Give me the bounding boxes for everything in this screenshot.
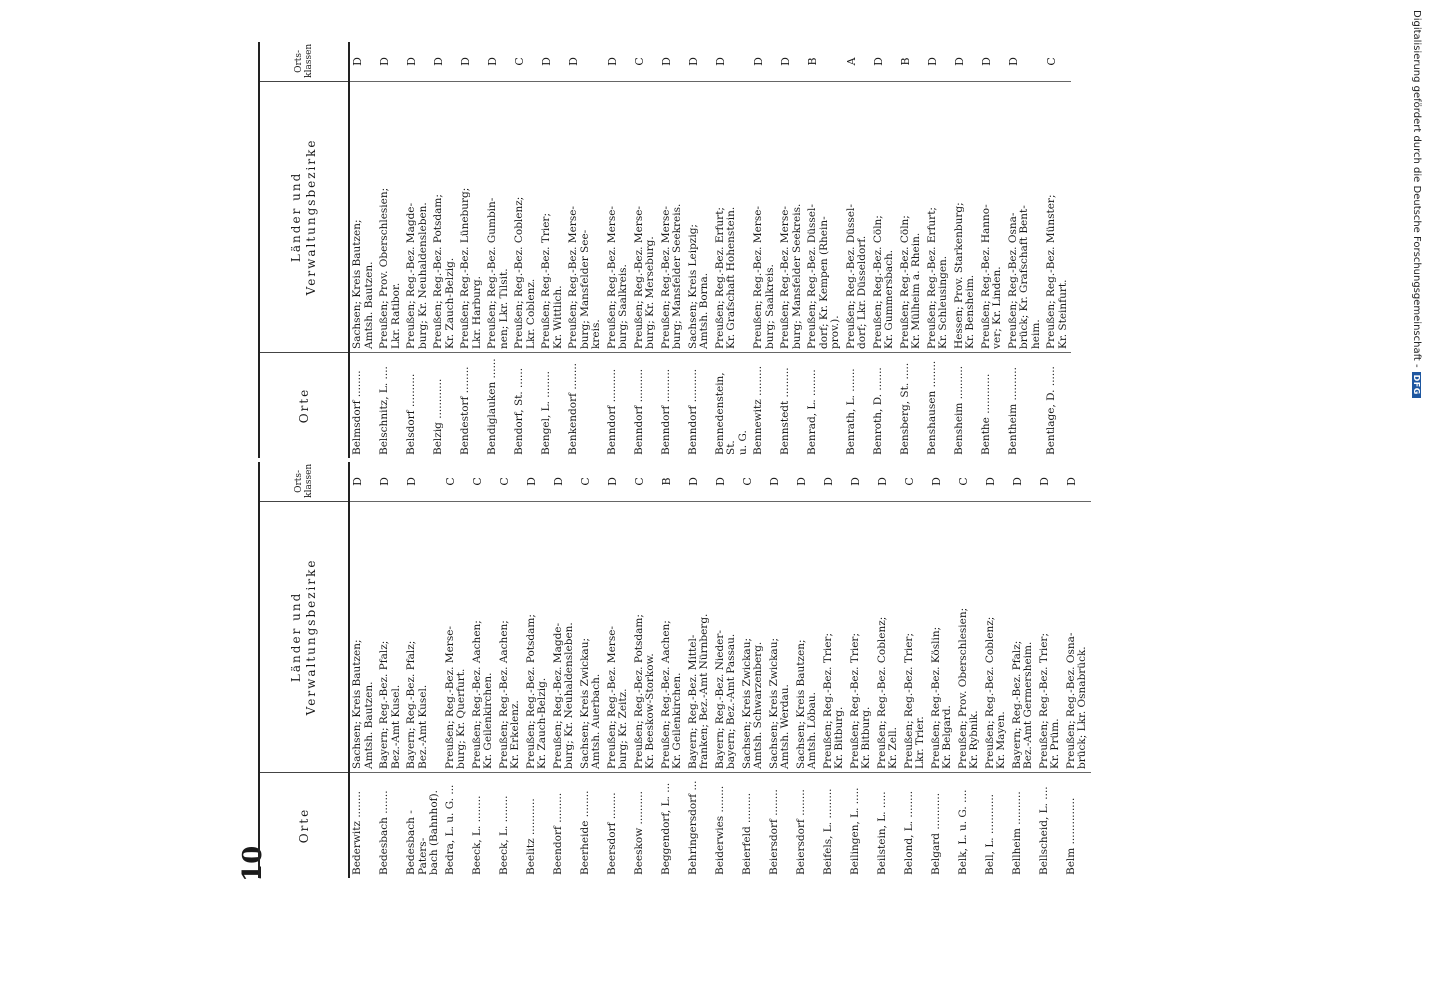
table-row bbox=[605, 42, 632, 458]
region-cell: Preußen; Reg.-Bez. Cöln; Kr. Gummersbach. bbox=[871, 81, 898, 352]
table-row bbox=[524, 462, 551, 878]
table-row bbox=[686, 42, 713, 458]
place-cell: Beifels, L. ......... bbox=[821, 788, 834, 875]
class-cell: A bbox=[844, 42, 871, 81]
class-cell: C bbox=[512, 42, 539, 81]
table-row bbox=[349, 42, 377, 458]
class-cell: D bbox=[848, 462, 875, 501]
table-row bbox=[1010, 462, 1037, 878]
region-cell: Preußen; Reg.-Bez. Trier; Kr. Bitburg. bbox=[821, 501, 848, 772]
region-cell: Preußen; Reg.-Bez. Lüneburg; Lkr. Harburg. bbox=[458, 81, 485, 352]
table-row bbox=[821, 462, 848, 878]
table-row bbox=[929, 462, 956, 878]
region-cell: Preußen; Reg.-Bez. Münster; Kr. Steinfurt. bbox=[1044, 81, 1071, 352]
place-cell: Benroth, D. ....... bbox=[871, 367, 884, 455]
place-cell: Bellscheid, L. .... bbox=[1037, 786, 1050, 875]
table-row bbox=[404, 462, 443, 878]
place-cell: Benndorf .......... bbox=[686, 368, 699, 455]
region-cell: Hessen; Prov. Starkenburg; Kr. Bensheim. bbox=[952, 81, 979, 352]
table-row bbox=[713, 42, 752, 458]
place-cell: Belmsdorf ........ bbox=[351, 370, 363, 455]
header-class: Orts- klassen bbox=[259, 462, 349, 501]
place-cell: Bentlage, D. ...... bbox=[1045, 366, 1057, 455]
region-cell: Preußen; Reg.-Bez. Magde- burg; Kr. Neuhaldensleben. bbox=[404, 81, 431, 352]
digitization-note-text: Digitalisierung gefördert durch die Deutsche Forschungsgemeinschaft - bbox=[1411, 10, 1422, 368]
place-cell: Bederwitz ........ bbox=[351, 790, 363, 875]
region-cell: Sachsen; Kreis Bautzen; Amtsh. Löbau. bbox=[794, 501, 821, 772]
class-cell: B bbox=[805, 42, 844, 81]
region-cell: Preußen; Reg.-Bez. Merse- burg; Mansfelder Seekreis. bbox=[659, 81, 686, 352]
table-row bbox=[443, 462, 470, 878]
region-cell: Preußen; Reg.-Bez. Cöln; Kr. Mülheim a. Rhein. bbox=[898, 81, 925, 352]
region-cell: Preußen; Reg.-Bez. Osna- brück; Kr. Grafschaft Bent- heim. bbox=[1006, 81, 1045, 352]
region-cell: Preußen; Prov. Oberschlesien; Lkr. Ratibor. bbox=[377, 81, 404, 352]
region-cell: Preußen; Reg.-Bez. Merse- burg; Saalkreis. bbox=[605, 81, 632, 352]
region-cell: Preußen; Reg.-Bez. Merse- burg; Kr. Querfurt. bbox=[443, 501, 470, 772]
table-row bbox=[979, 42, 1006, 458]
table-row bbox=[848, 462, 875, 878]
region-cell: Sachsen; Kreis Leipzig; Amtsh. Borna. bbox=[686, 81, 713, 352]
table-row bbox=[875, 462, 902, 878]
class-cell: D bbox=[458, 42, 485, 81]
table-row bbox=[902, 462, 929, 878]
place-cell: Bensberg, St. ..... bbox=[898, 362, 911, 455]
place-cell: Beiderwies ........ bbox=[713, 785, 726, 875]
dfg-logo: DFG bbox=[1412, 372, 1421, 398]
place-cell: Bedesbach ....... bbox=[378, 790, 390, 875]
place-cell: Benndorf .......... bbox=[605, 368, 618, 455]
region-cell: Preußen; Reg.-Bez. Aachen; Kr. Geilenkirchen. bbox=[470, 501, 497, 772]
region-cell: Preußen; Reg.-Bez. Trier; Lkr. Trier. bbox=[902, 501, 929, 772]
region-cell: Preußen; Reg.-Bez. Potsdam; Kr. Zauch-Belzig. bbox=[431, 81, 458, 352]
class-cell: D bbox=[925, 42, 952, 81]
place-cell: Belschnitz, L. .... bbox=[378, 366, 390, 455]
class-cell: D bbox=[713, 462, 740, 501]
region-cell: Preußen; Reg.-Bez. Osna- brück; Lkr. Osnabrück. bbox=[1064, 501, 1091, 772]
place-cell: Beiersdorf ........ bbox=[767, 789, 780, 875]
place-cell: Beilstein, L. ..... bbox=[875, 791, 888, 875]
region-cell: Preußen; Reg.-Bez. Coblenz; Lkr. Coblenz. bbox=[512, 81, 539, 352]
place-cell: Belgard ........... bbox=[929, 792, 942, 875]
table-row bbox=[740, 462, 767, 878]
table-row bbox=[349, 462, 377, 878]
region-cell: Preußen; Reg.-Bez. Trier; Kr. Wittlich. bbox=[539, 81, 566, 352]
place-cell: Benshausen ........ bbox=[925, 360, 938, 455]
table-row bbox=[551, 462, 578, 878]
table-right bbox=[258, 42, 1173, 458]
region-cell: Preußen; Reg.-Bez. Aachen; Kr. Erkelenz. bbox=[497, 501, 524, 772]
class-cell: D bbox=[686, 42, 713, 81]
header-region: Länder und Verwaltungsbezirke bbox=[259, 501, 349, 772]
region-cell: Preußen; Reg.-Bez. Coblenz; Kr. Mayen. bbox=[983, 501, 1010, 772]
table-row bbox=[377, 462, 404, 878]
directory-table-right bbox=[258, 42, 1071, 458]
table-row bbox=[659, 42, 686, 458]
place-cell: Bellheim .......... bbox=[1010, 791, 1023, 875]
region-cell: Bayern; Reg.-Bez. Pfalz; Bez.-Amt Kusel. bbox=[377, 501, 404, 772]
place-cell: Beilingen, L. ..... bbox=[848, 787, 861, 875]
table-row bbox=[659, 462, 686, 878]
place-cell: Beierfeld ......... bbox=[740, 792, 753, 875]
class-cell: C bbox=[470, 462, 497, 501]
place-cell: Beersdorf ........ bbox=[605, 792, 618, 875]
region-cell: Preußen; Reg.-Bez. Gumbin- nen; Lkr. Tilsit. bbox=[485, 81, 512, 352]
class-cell: D bbox=[751, 42, 778, 81]
table-row bbox=[470, 462, 497, 878]
place-cell: Bennstedt ......... bbox=[779, 367, 791, 455]
table-row bbox=[925, 42, 952, 458]
class-cell: D bbox=[524, 462, 551, 501]
table-header bbox=[259, 462, 349, 878]
region-cell: Preußen; Reg.-Bez. Potsdam; Kr. Zauch-Belzig. bbox=[524, 501, 551, 772]
table-row bbox=[578, 462, 605, 878]
class-cell: D bbox=[566, 42, 605, 81]
header-region: Länder und Verwaltungsbezirke bbox=[259, 81, 349, 352]
class-cell: D bbox=[605, 462, 632, 501]
table-row bbox=[632, 462, 659, 878]
region-cell: Preußen; Reg.-Bez. Aachen; Kr. Geilenkirchen. bbox=[659, 501, 686, 772]
class-cell: C bbox=[443, 462, 470, 501]
place-cell: Bendestorf ........ bbox=[459, 366, 471, 455]
region-cell: Sachsen; Kreis Zwickau; Amtsh. Schwarzenberg. bbox=[740, 501, 767, 772]
class-cell: C bbox=[902, 462, 929, 501]
table-row bbox=[1037, 462, 1064, 878]
class-cell: D bbox=[551, 462, 578, 501]
table-row bbox=[1064, 462, 1091, 878]
table-row bbox=[458, 42, 485, 458]
region-cell: Preußen; Reg.-Bez. Merse- burg; Mansfelder See- kreis. bbox=[566, 81, 605, 352]
class-cell: D bbox=[778, 42, 805, 81]
scanned-page bbox=[238, 43, 1198, 1000]
place-cell: Belm .............. bbox=[1064, 797, 1077, 875]
table-left bbox=[258, 462, 1173, 878]
class-cell: D bbox=[404, 42, 431, 81]
region-cell: Preußen; Reg.-Bez. Trier; Kr. Bitburg. bbox=[848, 501, 875, 772]
digitization-note bbox=[1411, 10, 1422, 395]
place-cell: Bennewitz ......... bbox=[752, 365, 764, 455]
table-row bbox=[539, 42, 566, 458]
class-cell: D bbox=[1064, 462, 1091, 501]
table-row bbox=[566, 42, 605, 458]
directory-table-left bbox=[258, 462, 1091, 878]
class-cell: C bbox=[740, 462, 767, 501]
region-cell: Preußen; Reg.-Bez. Erfurt; Kr. Grafschaft Hohenstein. bbox=[713, 81, 752, 352]
class-cell: C bbox=[497, 462, 524, 501]
table-row bbox=[767, 462, 794, 878]
place-cell: Bell, L. ............ bbox=[983, 793, 996, 875]
class-cell: D bbox=[983, 462, 1010, 501]
region-cell: Preußen; Reg.-Bez. Trier; Kr. Prüm. bbox=[1037, 501, 1064, 772]
table-row bbox=[497, 462, 524, 878]
place-cell: Bentheim .......... bbox=[1006, 367, 1019, 455]
class-cell: D bbox=[1037, 462, 1064, 501]
table-row bbox=[512, 42, 539, 458]
class-cell: D bbox=[377, 42, 404, 81]
table-row bbox=[485, 42, 512, 458]
place-cell: Bensheim .......... bbox=[952, 365, 965, 455]
place-cell: Benrad, L. ........ bbox=[806, 369, 818, 455]
class-cell: D bbox=[377, 462, 404, 501]
place-cell: Belond, L. ........ bbox=[902, 790, 915, 875]
class-cell: B bbox=[898, 42, 925, 81]
place-cell: Bendiglauken ...... bbox=[486, 358, 498, 455]
class-cell: C bbox=[578, 462, 605, 501]
table-row bbox=[898, 42, 925, 458]
class-cell: D bbox=[1010, 462, 1037, 501]
place-cell: Bedra, L. u. G. ... bbox=[443, 784, 456, 875]
class-cell: D bbox=[349, 462, 377, 501]
class-cell: D bbox=[539, 42, 566, 81]
place-cell: Beendorf ......... bbox=[551, 792, 564, 875]
place-cell: Benndorf .......... bbox=[632, 368, 645, 455]
region-cell: Preußen; Reg.-Bez. Merse- burg; Mansfelder Seekreis. bbox=[778, 81, 805, 352]
table-header bbox=[259, 42, 349, 458]
place-cell: Bedesbach - Paters- bach (Bahnhof). bbox=[405, 790, 440, 875]
region-cell: Bayern; Reg.-Bez. Pfalz; Bez.-Amt Kusel. bbox=[404, 501, 443, 772]
place-cell: Bengel, L. ........ bbox=[540, 370, 552, 455]
table-row bbox=[605, 462, 632, 878]
class-cell: D bbox=[605, 42, 632, 81]
class-cell: C bbox=[956, 462, 983, 501]
class-cell: C bbox=[1044, 42, 1071, 81]
table-row bbox=[956, 462, 983, 878]
region-cell: Preußen; Prov. Oberschlesien; Kr. Rybnik. bbox=[956, 501, 983, 772]
class-cell: D bbox=[349, 42, 377, 81]
region-cell: Preußen; Reg.-Bez. Köslin; Kr. Belgard. bbox=[929, 501, 956, 772]
region-cell: Preußen; Reg.-Bez. Erfurt; Kr. Schleusingen. bbox=[925, 81, 952, 352]
class-cell: D bbox=[979, 42, 1006, 81]
class-cell: D bbox=[404, 462, 443, 501]
region-cell: Preußen; Reg.-Bez. Düssel- dorf; Lkr. Düsseldorf. bbox=[844, 81, 871, 352]
place-cell: Benthe ............ bbox=[979, 373, 992, 455]
place-cell: Behringersdorf ... bbox=[686, 780, 699, 875]
header-place: Orte bbox=[259, 352, 349, 458]
region-cell: Bayern; Reg.-Bez. Mittel- franken; Bez.-Amt Nürnberg. bbox=[686, 501, 713, 772]
region-cell: Preußen; Reg.-Bez. Düssel- dorf; Kr. Kempen (Rhein- prov.). bbox=[805, 81, 844, 352]
class-cell: C bbox=[632, 462, 659, 501]
region-cell: Sachsen; Kreis Zwickau; Amtsh. Auerbach. bbox=[578, 501, 605, 772]
table-row bbox=[952, 42, 979, 458]
header-place: Orte bbox=[259, 772, 349, 878]
class-cell: D bbox=[659, 42, 686, 81]
class-cell: D bbox=[431, 42, 458, 81]
place-cell: Belk, L. u. G. .... bbox=[956, 789, 969, 875]
table-row bbox=[1006, 42, 1045, 458]
table-row bbox=[778, 42, 805, 458]
table-row bbox=[805, 42, 844, 458]
page-number: 10 bbox=[238, 845, 268, 882]
class-cell: D bbox=[485, 42, 512, 81]
class-cell: D bbox=[952, 42, 979, 81]
class-cell: D bbox=[821, 462, 848, 501]
table-row bbox=[794, 462, 821, 878]
region-cell: Preußen; Reg.-Bez. Merse- burg; Saalkreis. bbox=[751, 81, 778, 352]
table-row bbox=[377, 42, 404, 458]
class-cell: D bbox=[875, 462, 902, 501]
place-cell: Benndorf .......... bbox=[659, 368, 672, 455]
place-cell: Beeck, L. ........ bbox=[470, 795, 483, 875]
class-cell: C bbox=[632, 42, 659, 81]
class-cell: B bbox=[659, 462, 686, 501]
class-cell: D bbox=[767, 462, 794, 501]
class-cell: D bbox=[794, 462, 821, 501]
place-cell: Beggendorf, L. ... bbox=[659, 782, 672, 875]
table-row bbox=[983, 462, 1010, 878]
table-row bbox=[713, 462, 740, 878]
table-row bbox=[751, 42, 778, 458]
region-cell: Preußen; Reg.-Bez. Coblenz; Kr. Zell. bbox=[875, 501, 902, 772]
place-cell: Bennedenstein, St. u. G. bbox=[713, 372, 749, 455]
place-cell: Beiersdorf ........ bbox=[794, 789, 807, 875]
table-row bbox=[686, 462, 713, 878]
place-cell: Benrath, L. ....... bbox=[844, 368, 857, 455]
place-cell: Beerheide ........ bbox=[578, 790, 591, 875]
class-cell: D bbox=[686, 462, 713, 501]
table-row bbox=[632, 42, 659, 458]
place-cell: Belsdorf .......... bbox=[405, 373, 417, 455]
table-row bbox=[1044, 42, 1071, 458]
class-cell: D bbox=[713, 42, 752, 81]
place-cell: Benkendorf ........ bbox=[567, 362, 579, 455]
region-cell: Sachsen; Kreis Bautzen; Amtsh. Bautzen. bbox=[349, 81, 377, 352]
region-cell: Preußen; Reg.-Bez. Potsdam; Kr. Beeskow-Storkow. bbox=[632, 501, 659, 772]
place-cell: Beelitz ........... bbox=[524, 798, 537, 875]
table-row bbox=[871, 42, 898, 458]
region-cell: Preußen; Reg.-Bez. Hanno- ver; Kr. Linden. bbox=[979, 81, 1006, 352]
table-row bbox=[844, 42, 871, 458]
region-cell: Preußen; Reg.-Bez. Merse- burg; Kr. Merseburg. bbox=[632, 81, 659, 352]
class-cell: D bbox=[929, 462, 956, 501]
class-cell: D bbox=[871, 42, 898, 81]
class-cell: D bbox=[1006, 42, 1045, 81]
place-cell: Beeskow .......... bbox=[632, 791, 645, 875]
table-row bbox=[404, 42, 431, 458]
region-cell: Sachsen; Kreis Zwickau; Amtsh. Werdau. bbox=[767, 501, 794, 772]
place-cell: Beeck, L. ........ bbox=[497, 795, 510, 875]
region-cell: Preußen; Reg.-Bez. Merse- burg; Kr. Zeitz. bbox=[605, 501, 632, 772]
region-cell: Sachsen; Kreis Bautzen; Amtsh. Bautzen. bbox=[349, 501, 377, 772]
place-cell: Bendorf, St. ...... bbox=[513, 367, 525, 455]
table-row bbox=[431, 42, 458, 458]
header-class: Orts- klassen bbox=[259, 42, 349, 81]
region-cell: Bayern; Reg.-Bez. Nieder- bayern; Bez.-Amt Passau. bbox=[713, 501, 740, 772]
place-cell: Belzig ............ bbox=[432, 378, 444, 455]
region-cell: Bayern; Reg.-Bez. Pfalz; Bez.-Amt Germersheim. bbox=[1010, 501, 1037, 772]
region-cell: Preußen; Reg.-Bez. Magde- burg; Kr. Neuhaldensleben. bbox=[551, 501, 578, 772]
